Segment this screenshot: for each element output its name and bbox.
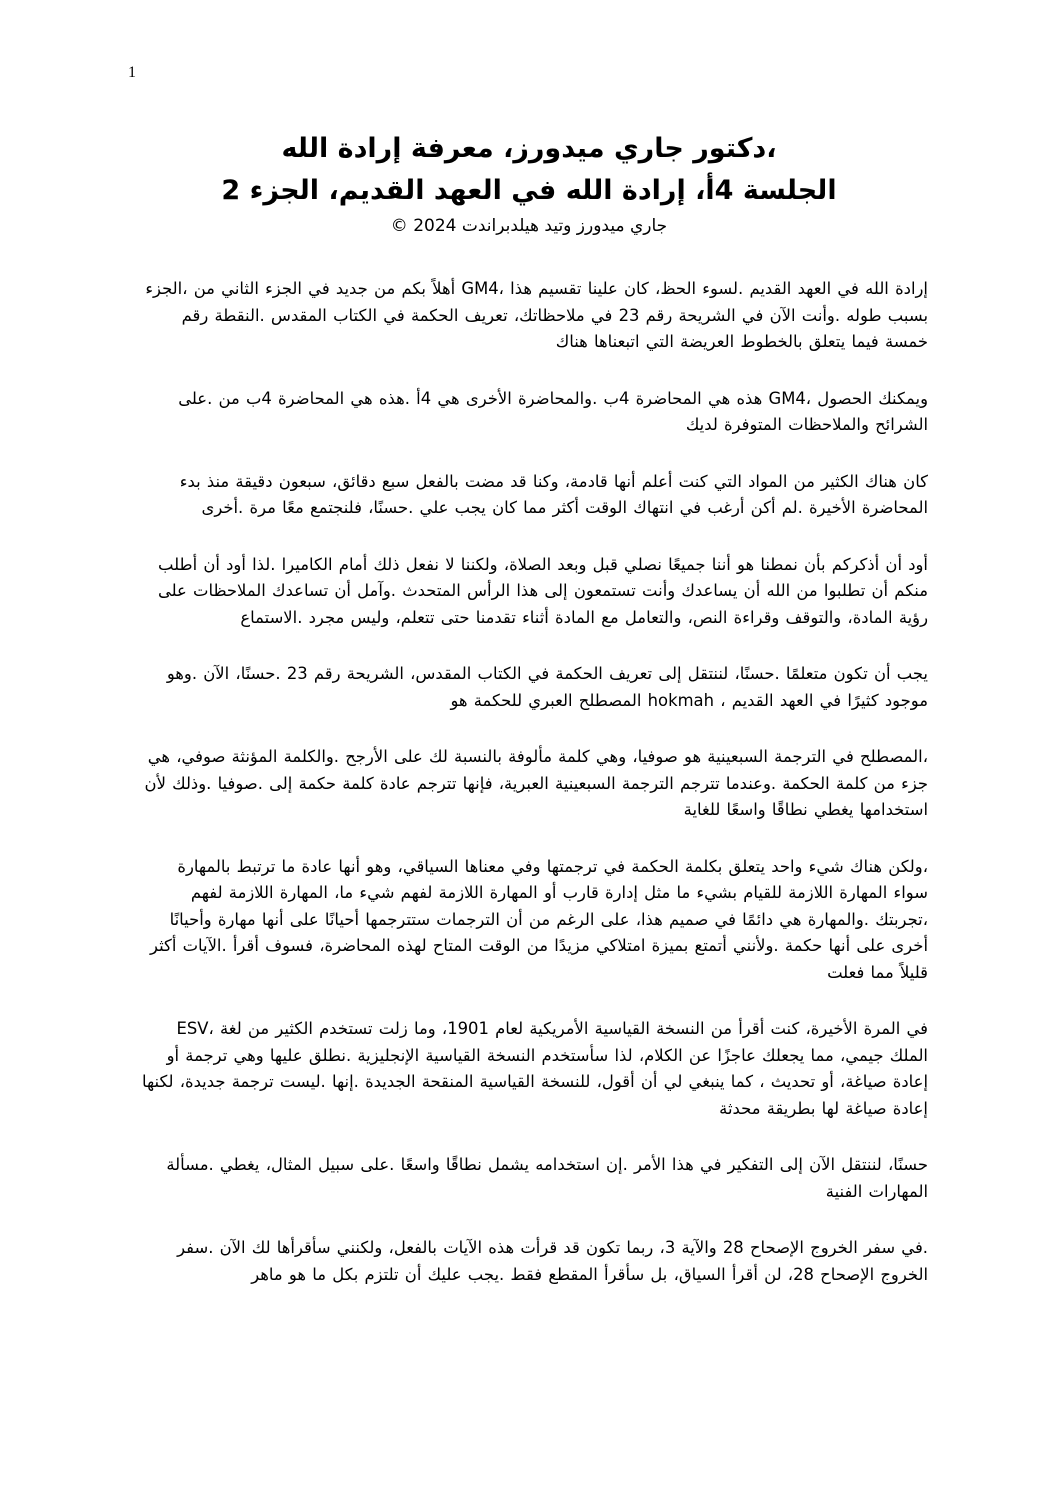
paragraph: يجب أن تكون متعلمًا .حسنًا، لننتقل إلى تعريف الحكمة في الكتاب المقدس، الشريحة رقم 23 .حسنًا، الآن .وهو موجود كثيرًا في العهد القديم ، hokmah المصطلح العبري للحكمة هو [166, 664, 928, 710]
document-body [138, 276, 928, 1318]
paragraph: .في سفر الخروج الإصحاح 28 والآية 3، ربما تكون قد قرأت هذه الآيات بالفعل، ولكنني سأقرأها لك الآن .سفر الخروج الإصحاح 28، لن أقرأ السياق، بل سأقرأ المقطع فقط .يجب عليك أن تلتزم بكل ما هو ماهر [177, 1238, 928, 1284]
paragraph: إرادة الله في العهد القديم .لسوء الحظ، كان علينا تقسيم هذا ،GM4 أهلاً بكم من جديد في الجزء الثاني من ،الجزء بسبب طوله .وأنت الآن في الشريحة رقم 23 في ملاحظاتك، تعريف الحكمة في الكتاب المقدس .النقطة رقم خمسة فيما يتعلق بالخطوط العريضة التي اتبعناها هناك [145, 279, 928, 351]
document-title-line-1: ،دكتور جاري ميدورز، معرفة إرادة الله [281, 133, 777, 164]
paragraph: في المرة الأخيرة، كنت أقرأ من النسخة القياسية الأمريكية لعام 1901، وما زلت تستخدم الكثير من لغة ،ESV الملك جيمي، مما يجعلك عاجزًا عن الكلام، لذا سأستخدم النسخة القياسية الإنجليزية .نطلق عليها وهي ترجمة أو إعادة صياغة، أو تحديث ، كما ينبغي لي أن أقول، للنسخة القياسية المنقحة الجديدة .إنها .ليست ترجمة جديدة، لكنها إعادة صياغة لها بطريقة محدثة [141, 1019, 928, 1118]
copyright-notice: جاري ميدورز وتيد هيلدبراندت 2024 © [390, 216, 668, 236]
page-number: 1 [128, 64, 136, 81]
paragraph: ،ولكن هناك شيء واحد يتعلق بكلمة الحكمة في ترجمتها وفي معناها السياقي، وهو أنها عادة ما ترتبط بالمهارة سواء المهارة اللازمة للقيام بشيء ما مثل إدارة قارب أو المهارة اللازمة لفهم شيء ما، المهارة اللازمة لفهم ،تجربتك .والمهارة هي دائمًا في صميم هذا، على الرغم من أن الترجمات ستترجمها أحيانًا على أنها مهارة وأحيانًا أخرى على أنها حكمة .ولأنني أتمتع بميزة امتلاكي مزيدًا من الوقت المتاح لهذه المحاضرة، فسوف أقرأ .الآيات أكثر قليلاً مما فعلت [150, 856, 928, 982]
paragraph: أود أن أذكركم بأن نمطنا هو أننا جميعًا نصلي قبل وبعد الصلاة، ولكننا لا نفعل ذلك أمام الكاميرا .لذا أود أن أطلب منكم أن تطلبوا من الله أن يساعدك وأنت تستمعون إلى هذا الرأس المتحدث .وآمل أن تساعدك الملاحظات على رؤية المادة، والتوقف وقراءة النص، والتعامل مع المادة أثناء تقدمنا حتى تتعلم، وليس مجرد .الاستماع [157, 554, 928, 627]
paragraph: ،المصطلح في الترجمة السبعينية هو صوفيا، وهي كلمة مألوفة بالنسبة لك على الأرجح .والكلمة المؤنثة صوفي، هي جزء من كلمة الحكمة .وعندما تترجم الترجمة السبعينية العبرية، فإنها تترجم عادة كلمة حكمة إلى .صوفيا .وذلك لأن استخدامها يغطي نطاقًا واسعًا للغاية [144, 747, 928, 819]
paragraph: ويمكنك الحصول ،GM4 هذه هي المحاضرة 4ب .والمحاضرة الأخرى هي 4أ .هذه هي المحاضرة 4ب من .على الشرائح والملاحظات المتوفرة لديك [178, 388, 928, 434]
paragraph: كان هناك الكثير من المواد التي كنت أعلم أنها قادمة، وكنا قد مضت بالفعل سبع دقائق، سبعون دقيقة منذ بدء المحاضرة الأخيرة .لم أكن أرغب في انتهاك الوقت أكثر مما كان يجب علي .حسنًا، فلنجتمع معًا مرة .أخرى [179, 471, 928, 517]
document-title-line-2: الجلسة 4أ، إرادة الله في العهد القديم، الجزء 2 [221, 175, 837, 206]
paragraph: حسنًا، لننتقل الآن إلى التفكير في هذا الأمر .إن استخدامه يشمل نطاقًا واسعًا .على سبيل المثال، يغطي .مسألة المهارات الفنية [166, 1155, 928, 1201]
document-header [100, 128, 958, 238]
